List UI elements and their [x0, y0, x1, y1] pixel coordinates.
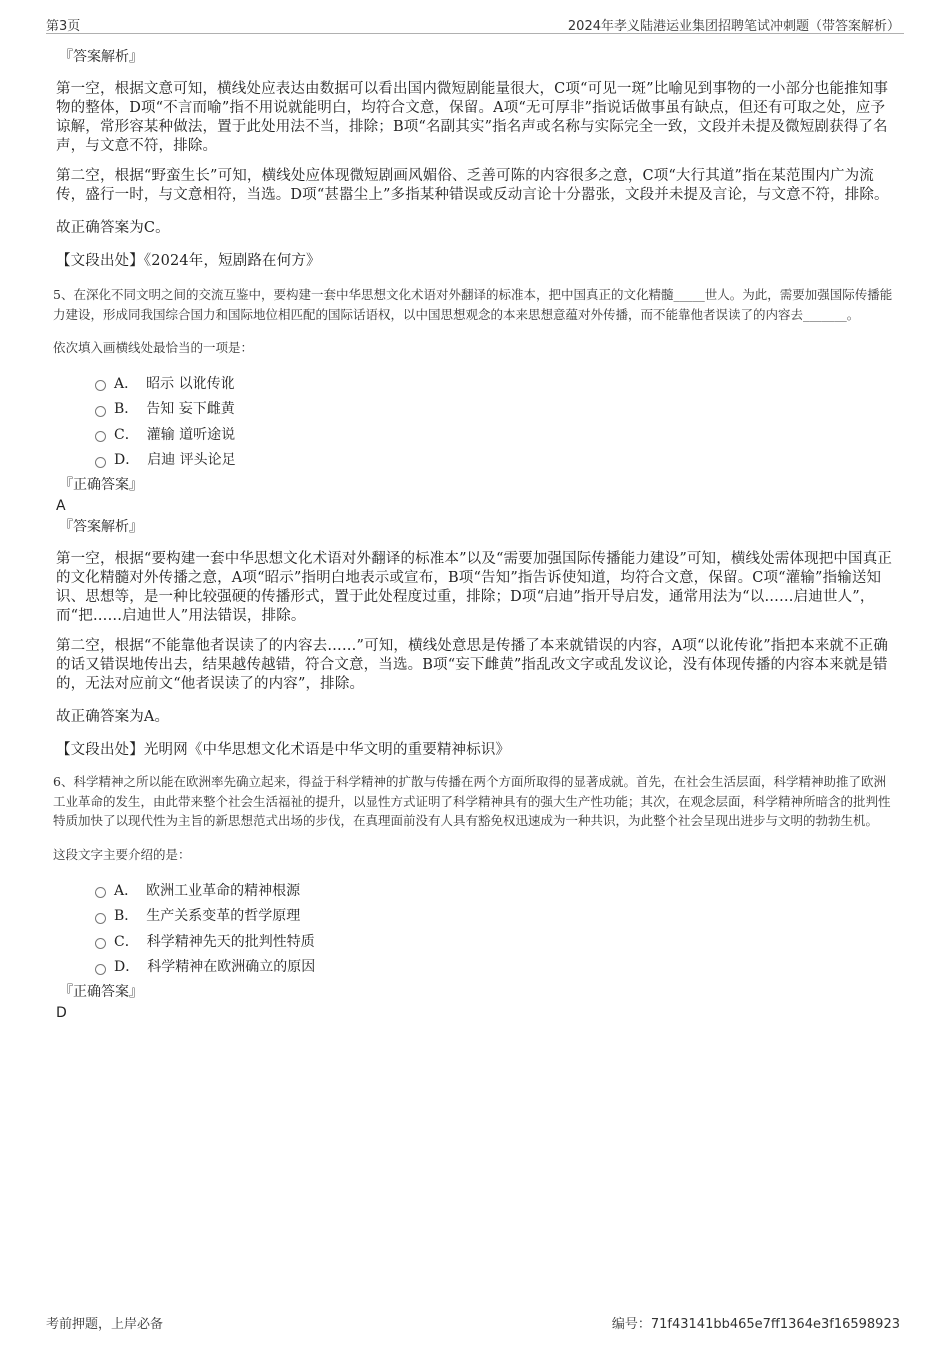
radio-icon[interactable]: [95, 457, 106, 468]
document-title: 2024年孝义陆港运业集团招聘笔试冲刺题（带答案解析）: [567, 19, 900, 34]
question-stem: 5、在深化不同文明之间的交流互鉴中，要构建一套中华思想文化术语对外翻译的标准本，把中国真正的文化精髓_____世人。为此，需要加强国际传播能力建设，形成同我国综合国力和国际地位相匹配的国际话语权，以中国思想观念的本来思想意蕴对外传播，而不能靠他者误读了的内容去_______。: [53, 287, 893, 322]
radio-icon[interactable]: [95, 913, 106, 924]
source-citation: 【文段出处】《2024年，短剧路在何方》: [56, 253, 321, 269]
correct-answer-value: D: [56, 1004, 67, 1021]
radio-icon[interactable]: [95, 964, 106, 975]
correct-answer-label: 『正确答案』: [59, 983, 143, 1000]
correct-answer-value: A: [56, 498, 66, 515]
page-number: 第3页: [46, 19, 81, 34]
analysis-paragraph: 第二空，根据“不能靠他者误读了的内容去……”可知，横线处意思是传播了本来就错误的内容，A项“以讹传讹”指把本来就不正确的话又错误地传出去，结果越传越错，符合文意，当选。B项“妄下雌黄”指乱改文字或乱发议论，没有体现传播的内容本来就是错的，无法对应前文“他者误读了的内容”，排除。: [56, 638, 888, 693]
question-prompt: 这段文字主要介绍的是：: [53, 846, 191, 862]
analysis-paragraph: 第一空，根据文意可知，横线处应表达由数据可以看出国内微短剧能量很大，C项“可见一斑”比喻见到事物的一小部分也能推知事物的整体，D项“不言而喻”指不用说就能明白，均符合文意，保留。A项“无可厚非”指说话做事虽有缺点，但还有可取之处，应予谅解，常形容某种做法，置于此处用法不当，排除；B项“名副其实”指名声或名称与实际完全一致，文段并未提及微短剧获得了名声，与文意不符，排除。: [56, 81, 889, 154]
option-a[interactable]: A． 欧洲工业革命的精神根源: [95, 877, 894, 903]
radio-icon[interactable]: [95, 938, 106, 949]
page-content: [53, 46, 894, 1023]
option-b[interactable]: B． 告知 妄下雌黄: [95, 396, 894, 422]
option-d[interactable]: D． 启迪 评头论足: [95, 447, 894, 473]
radio-icon[interactable]: [95, 406, 106, 417]
option-a[interactable]: A． 昭示 以讹传讹: [95, 370, 894, 396]
radio-icon[interactable]: [95, 380, 106, 391]
page-footer: [46, 1313, 904, 1333]
answer-analysis-label: 『答案解析』: [59, 519, 143, 536]
question-prompt: 依次填入画横线处最恰当的一项是：: [53, 340, 254, 356]
radio-icon[interactable]: [95, 431, 106, 442]
conclusion: 故正确答案为A。: [56, 709, 170, 726]
option-c[interactable]: C． 科学精神先天的批判性特质: [95, 928, 894, 954]
footer-slogan: 考前押题，上岸必备: [46, 1317, 164, 1332]
question-stem: 6、科学精神之所以能在欧洲率先确立起来，得益于科学精神的扩散与传播在两个方面所取得的显著成就。首先，在社会生活层面，科学精神助推了欧洲工业革命的发生，由此带来整个社会生活福祉的提升，以显性方式证明了科学精神具有的强大生产性功能；其次，在观念层面，科学精神所暗含的批判性特质加快了以现代性为主旨的新思想范式出场的步伐，在真理面前没有人具有豁免权迅速成为一种共识，为此整个社会呈现出进步与文明的勃勃生机。: [53, 774, 891, 829]
option-b[interactable]: B． 生产关系变革的哲学原理: [95, 902, 894, 928]
document-id: 编号：71f43141bb465e7ff1364e3f16598923: [611, 1317, 900, 1332]
analysis-paragraph: 第一空，根据“要构建一套中华思想文化术语对外翻译的标准本”以及“需要加强国际传播能力建设”可知，横线处需体现把中国真正的文化精髓对外传播之意，A项“昭示”指明白地表示或宣布，B项“告知”指告诉使知道，均符合文意，保留。C项“灌输”指输送知识、思想等，是一种比较强硬的传播形式，置于此处程度过重，排除；D项“启迪”指开导启发，通常用法为“以……启迪世人”，而“把……启迪世人”用法错误，排除。: [56, 551, 892, 625]
radio-icon[interactable]: [95, 887, 106, 898]
option-c[interactable]: C． 灌输 道听途说: [95, 421, 894, 447]
option-list: [56, 370, 894, 472]
source-citation: 【文段出处】光明网《中华思想文化术语是中华文明的重要精神标识》: [56, 742, 511, 759]
option-list: [56, 877, 894, 979]
answer-analysis-label: 『答案解析』: [59, 49, 143, 65]
conclusion: 故正确答案为C。: [56, 220, 170, 236]
analysis-paragraph: 第二空，根据“野蛮生长”可知，横线处应体现微短剧画风媚俗、乏善可陈的内容很多之意，C项“大行其道”指在某范围内广为流传，盛行一时，与文意相符，当选。D项“甚嚣尘上”多指某种错误或反动言论十分嚣张，文段并未提及言论，与文意不符，排除。: [56, 168, 889, 203]
correct-answer-label: 『正确答案』: [59, 477, 143, 494]
page-header: [46, 13, 904, 34]
option-d[interactable]: D． 科学精神在欧洲确立的原因: [95, 953, 894, 979]
